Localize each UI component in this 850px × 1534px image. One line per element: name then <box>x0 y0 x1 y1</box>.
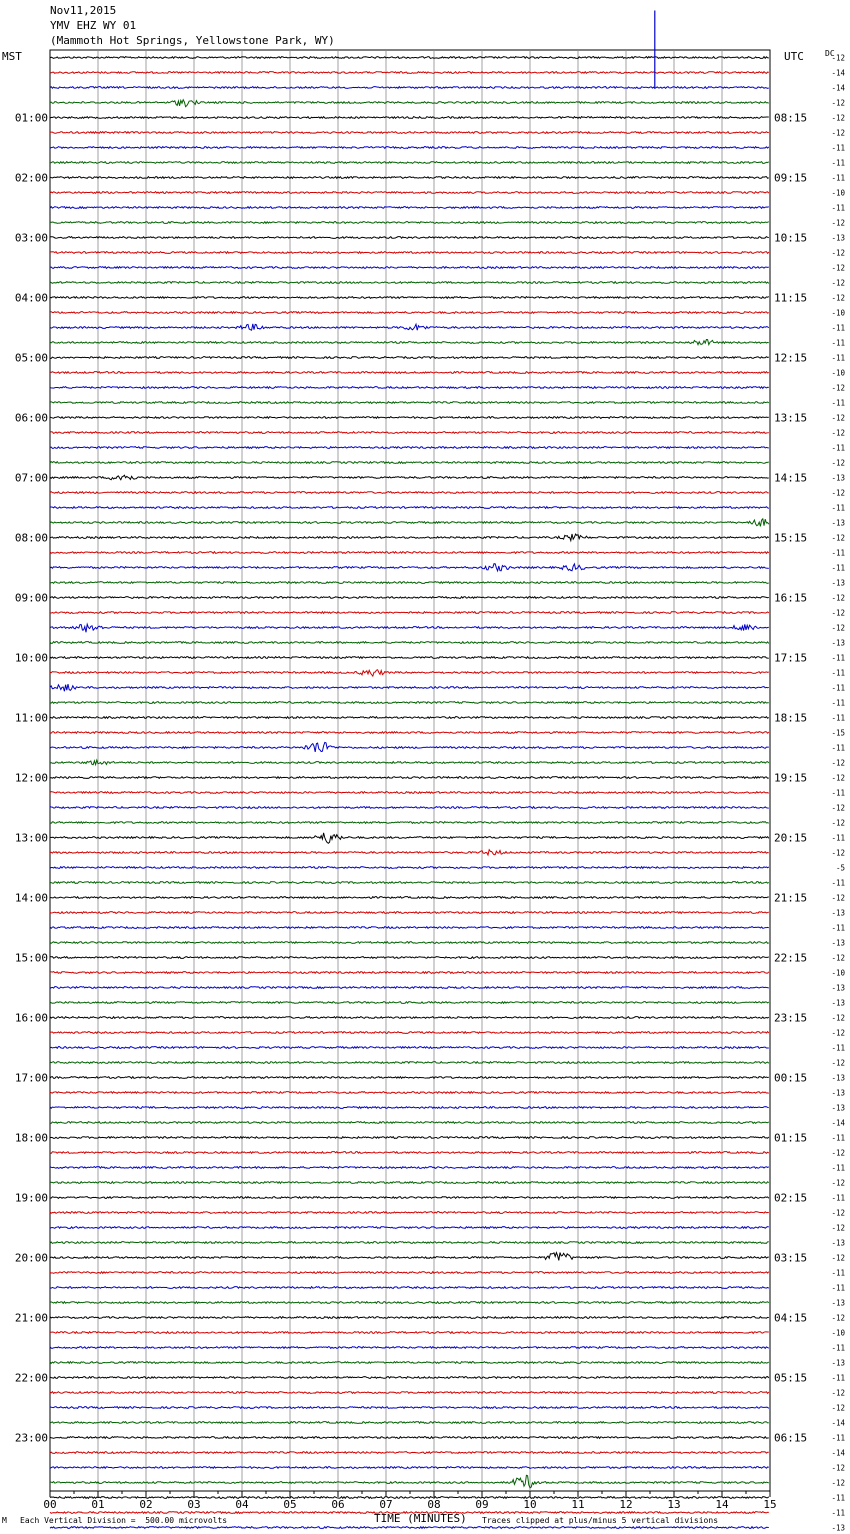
trace-row-55 <box>50 882 769 884</box>
trace-row-27 <box>50 462 769 464</box>
dc-offset-label: -13 <box>831 1523 845 1533</box>
dc-offset-label: -12 <box>831 383 845 393</box>
dc-offset-label: -12 <box>831 428 845 438</box>
dc-offset-label: -13 <box>831 1358 845 1368</box>
trace-row-58 <box>50 927 769 929</box>
dc-offset-label: -12 <box>831 803 845 813</box>
dc-offset-label: -12 <box>831 248 845 258</box>
dc-offset-label: -13 <box>831 983 845 993</box>
trace-row-93 <box>50 1452 769 1454</box>
dc-offset-label: -12 <box>831 113 845 123</box>
trace-row-22 <box>50 387 769 389</box>
dc-offset-label: -12 <box>831 1178 845 1188</box>
mst-hour-label: 20:00 <box>14 1251 48 1265</box>
dc-offset-label: -14 <box>831 1118 845 1128</box>
trace-row-16 <box>50 297 769 299</box>
dc-offset-label: -12 <box>831 1313 845 1323</box>
dc-offset-label: -11 <box>831 653 845 663</box>
mst-hour-label: 11:00 <box>14 711 48 725</box>
utc-hour-label: 03:15 <box>774 1251 808 1265</box>
dc-offset-label: -13 <box>831 473 845 483</box>
utc-hour-label: 10:15 <box>774 231 808 245</box>
dc-offset-label: -11 <box>831 923 845 933</box>
dc-offset-label: -11 <box>831 398 845 408</box>
dc-offset-label: -14 <box>831 1418 845 1428</box>
dc-offset-label: -11 <box>831 1268 845 1278</box>
mst-hour-label: 17:00 <box>14 1071 48 1085</box>
dc-offset-label: -11 <box>831 743 845 753</box>
trace-row-0 <box>50 57 769 59</box>
trace-row-71 <box>50 1122 769 1124</box>
utc-hour-label: 06:15 <box>774 1431 808 1445</box>
dc-offset-label: -13 <box>831 1298 845 1308</box>
trace-row-8 <box>50 177 769 179</box>
x-tick-label: 06 <box>331 1498 345 1511</box>
utc-hour-label: 04:15 <box>774 1311 808 1325</box>
mst-hour-label: 22:00 <box>14 1371 48 1385</box>
mst-hour-label: 23:00 <box>14 1431 48 1445</box>
utc-hour-label: 20:15 <box>774 831 808 845</box>
plot-date: Nov11,2015 <box>50 4 117 17</box>
dc-offset-label: -13 <box>831 938 845 948</box>
trace-row-69 <box>50 1092 769 1094</box>
trace-row-39 <box>50 642 769 644</box>
trace-row-90 <box>50 1407 769 1409</box>
trace-row-42 <box>50 684 769 691</box>
trace-row-60 <box>50 957 769 959</box>
dc-offset-label: -12 <box>831 953 845 963</box>
trace-row-47 <box>50 760 769 765</box>
trace-row-89 <box>50 1392 769 1394</box>
dc-offset-label: -12 <box>831 758 845 768</box>
dc-offset-label: -11 <box>831 323 845 333</box>
x-tick-label: 14 <box>715 1498 729 1511</box>
trace-row-70 <box>50 1107 769 1109</box>
dc-offset-label: -11 <box>831 1373 845 1383</box>
trace-row-74 <box>50 1167 769 1169</box>
trace-row-9 <box>50 192 769 194</box>
dc-offset-label: -11 <box>831 698 845 708</box>
x-tick-label: 13 <box>667 1498 681 1511</box>
trace-row-78 <box>50 1227 769 1229</box>
mst-hour-label: 15:00 <box>14 951 48 965</box>
dc-offset-label: -11 <box>831 353 845 363</box>
dc-offset-label: -12 <box>831 848 845 858</box>
trace-row-51 <box>50 822 769 824</box>
trace-row-53 <box>50 850 769 855</box>
corner-mark: M <box>2 1516 7 1525</box>
trace-row-30 <box>50 507 769 509</box>
dc-offset-label: -11 <box>831 1133 845 1143</box>
trace-row-72 <box>50 1137 769 1139</box>
dc-offset-label: -11 <box>831 1493 845 1503</box>
trace-row-81 <box>50 1272 769 1274</box>
trace-row-67 <box>50 1062 769 1064</box>
trace-row-46 <box>50 742 769 752</box>
utc-hour-label: 01:15 <box>774 1131 808 1145</box>
dc-offset-label: -11 <box>831 683 845 693</box>
trace-row-31 <box>50 519 769 527</box>
utc-hour-label: 05:15 <box>774 1371 808 1385</box>
utc-hour-label: 15:15 <box>774 531 808 545</box>
trace-row-1 <box>50 72 769 74</box>
trace-row-3 <box>50 100 769 107</box>
trace-row-13 <box>50 252 769 254</box>
dc-offset-label: -11 <box>831 1283 845 1293</box>
mst-hour-label: 04:00 <box>14 291 48 305</box>
dc-offset-label: -12 <box>831 623 845 633</box>
trace-row-20 <box>50 357 769 359</box>
mst-hour-label: 09:00 <box>14 591 48 605</box>
dc-offset-label: -13 <box>831 638 845 648</box>
dc-offset-label: -11 <box>831 788 845 798</box>
utc-hour-label: 02:15 <box>774 1191 808 1205</box>
x-tick-label: 01 <box>91 1498 105 1511</box>
dc-offset-label: -11 <box>831 878 845 888</box>
trace-row-32 <box>50 534 769 541</box>
dc-offset-label: -12 <box>831 1223 845 1233</box>
trace-row-64 <box>50 1017 769 1019</box>
dc-offset-label: -12 <box>831 98 845 108</box>
x-tick-label: 00 <box>43 1498 57 1511</box>
trace-row-25 <box>50 432 769 434</box>
trace-row-79 <box>50 1242 769 1244</box>
x-tick-label: 08 <box>427 1498 441 1511</box>
dc-offset-label: -14 <box>831 83 845 93</box>
dc-offset-label: -12 <box>831 773 845 783</box>
trace-row-7 <box>50 162 769 164</box>
dc-offset-label: -12 <box>831 263 845 273</box>
dc-offset-label: -11 <box>831 1343 845 1353</box>
trace-row-19 <box>50 340 769 345</box>
trace-row-15 <box>50 282 769 284</box>
trace-row-18 <box>50 324 769 330</box>
clip-note: Traces clipped at plus/minus 5 vertical divisions <box>482 1516 719 1525</box>
dc-offset-label: -10 <box>831 1328 845 1338</box>
dc-offset-label: -10 <box>831 308 845 318</box>
dc-offset-label: -12 <box>831 488 845 498</box>
trace-row-48 <box>50 777 769 779</box>
dc-offset-label: -12 <box>831 1028 845 1038</box>
trace-row-73 <box>50 1152 769 1154</box>
dc-offset-label: -12 <box>831 1463 845 1473</box>
mst-hour-label: 18:00 <box>14 1131 48 1145</box>
dc-offset-label: -11 <box>831 173 845 183</box>
dc-offset-label: -11 <box>831 1163 845 1173</box>
dc-offset-label: -13 <box>831 1103 845 1113</box>
mst-hour-label: 03:00 <box>14 231 48 245</box>
x-tick-label: 04 <box>235 1498 249 1511</box>
x-tick-label: 09 <box>475 1498 489 1511</box>
utc-hour-label: 09:15 <box>774 171 808 185</box>
utc-hour-label: 14:15 <box>774 471 808 485</box>
x-axis-title: TIME (MINUTES) <box>374 1512 467 1525</box>
trace-row-29 <box>50 492 769 494</box>
trace-row-91 <box>50 1422 769 1424</box>
dc-offset-label: -12 <box>831 533 845 543</box>
mst-hour-label: 21:00 <box>14 1311 48 1325</box>
trace-row-83 <box>50 1302 769 1304</box>
dc-offset-label: -11 <box>831 1433 845 1443</box>
utc-hour-label: 18:15 <box>774 711 808 725</box>
trace-row-49 <box>50 792 769 794</box>
mst-hour-label: 05:00 <box>14 351 48 365</box>
x-tick-label: 15 <box>763 1498 777 1511</box>
dc-offset-label: -11 <box>831 548 845 558</box>
dc-offset-label: -11 <box>831 563 845 573</box>
x-tick-label: 07 <box>379 1498 393 1511</box>
trace-row-10 <box>50 207 769 209</box>
dc-offset-label: -15 <box>831 728 845 738</box>
trace-row-98 <box>50 1527 769 1529</box>
trace-row-56 <box>50 897 769 899</box>
trace-row-52 <box>50 833 769 843</box>
dc-offset-label: -13 <box>831 233 845 243</box>
dc-offset-label: -12 <box>831 1253 845 1263</box>
x-tick-label: 12 <box>619 1498 633 1511</box>
trace-row-62 <box>50 987 769 989</box>
trace-row-28 <box>50 475 769 480</box>
dc-offset-label: -14 <box>831 1448 845 1458</box>
trace-row-45 <box>50 732 769 734</box>
dc-offset-label: -11 <box>831 443 845 453</box>
mst-hour-label: 01:00 <box>14 111 48 125</box>
dc-offset-label: -12 <box>831 1403 845 1413</box>
utc-hour-label: 11:15 <box>774 291 808 305</box>
trace-row-92 <box>50 1437 769 1439</box>
utc-hour-label: 19:15 <box>774 771 808 785</box>
trace-row-75 <box>50 1182 769 1184</box>
dc-offset-label: -13 <box>831 518 845 528</box>
trace-row-11 <box>50 222 769 224</box>
dc-offset-label: -12 <box>831 1388 845 1398</box>
left-timezone-label: MST <box>2 50 22 63</box>
mst-hour-label: 10:00 <box>14 651 48 665</box>
utc-hour-label: 22:15 <box>774 951 808 965</box>
trace-row-5 <box>50 132 769 134</box>
utc-hour-label: 21:15 <box>774 891 808 905</box>
mst-hour-label: 19:00 <box>14 1191 48 1205</box>
trace-row-43 <box>50 702 769 704</box>
dc-offset-label: -12 <box>831 413 845 423</box>
dc-offset-header: DC <box>825 49 835 58</box>
trace-row-54 <box>50 867 769 869</box>
trace-row-17 <box>50 312 769 314</box>
mst-hour-label: 08:00 <box>14 531 48 545</box>
trace-row-94 <box>50 1467 769 1469</box>
dc-offset-label: -11 <box>831 503 845 513</box>
trace-row-44 <box>50 717 769 719</box>
trace-row-21 <box>50 372 769 374</box>
trace-row-88 <box>50 1377 769 1379</box>
trace-row-2 <box>50 87 769 89</box>
dc-offset-label: -12 <box>831 593 845 603</box>
dc-offset-label: -13 <box>831 998 845 1008</box>
trace-row-68 <box>50 1077 769 1079</box>
trace-row-38 <box>50 624 769 632</box>
dc-offset-label: -11 <box>831 668 845 678</box>
dc-offset-label: -12 <box>831 893 845 903</box>
trace-row-82 <box>50 1287 769 1289</box>
scale-note: Each Vertical Division = 500.00 microvolts <box>20 1516 228 1525</box>
trace-row-85 <box>50 1332 769 1334</box>
dc-offset-label: -12 <box>831 278 845 288</box>
utc-hour-label: 23:15 <box>774 1011 808 1025</box>
dc-offset-label: -11 <box>831 833 845 843</box>
dc-offset-label: -11 <box>831 338 845 348</box>
trace-row-35 <box>50 582 769 584</box>
dc-offset-label: -12 <box>831 458 845 468</box>
trace-row-65 <box>50 1032 769 1034</box>
dc-offset-label: -12 <box>831 1208 845 1218</box>
x-tick-label: 03 <box>187 1498 201 1511</box>
trace-row-12 <box>50 237 769 239</box>
utc-hour-label: 13:15 <box>774 411 808 425</box>
utc-hour-label: 17:15 <box>774 651 808 665</box>
dc-offset-label: -10 <box>831 368 845 378</box>
utc-hour-label: 08:15 <box>774 111 808 125</box>
trace-row-34 <box>50 564 769 571</box>
dc-offset-label: -11 <box>831 143 845 153</box>
trace-row-66 <box>50 1047 769 1049</box>
dc-offset-label: -13 <box>831 578 845 588</box>
mst-hour-label: 07:00 <box>14 471 48 485</box>
mst-hour-label: 13:00 <box>14 831 48 845</box>
mst-hour-label: 02:00 <box>14 171 48 185</box>
trace-row-26 <box>50 447 769 449</box>
trace-row-63 <box>50 1002 769 1004</box>
mst-hour-label: 12:00 <box>14 771 48 785</box>
x-tick-label: 11 <box>571 1498 585 1511</box>
x-tick-label: 02 <box>139 1498 153 1511</box>
trace-row-23 <box>50 402 769 404</box>
trace-row-50 <box>50 807 769 809</box>
trace-row-4 <box>50 117 769 119</box>
dc-offset-label: -11 <box>831 1508 845 1518</box>
utc-hour-label: 16:15 <box>774 591 808 605</box>
dc-offset-label: -12 <box>831 1478 845 1488</box>
dc-offset-label: -13 <box>831 1088 845 1098</box>
trace-row-41 <box>50 670 769 676</box>
utc-hour-label: 00:15 <box>774 1071 808 1085</box>
trace-row-76 <box>50 1197 769 1199</box>
dc-offset-label: -14 <box>831 68 845 78</box>
trace-row-95 <box>50 1475 769 1488</box>
dc-offset-label: -11 <box>831 203 845 213</box>
dc-offset-label: -13 <box>831 908 845 918</box>
trace-row-40 <box>50 657 769 659</box>
dc-offset-label: -12 <box>831 128 845 138</box>
mst-hour-label: 06:00 <box>14 411 48 425</box>
trace-row-84 <box>50 1317 769 1319</box>
dc-offset-label: -12 <box>831 608 845 618</box>
trace-row-87 <box>50 1362 769 1364</box>
plot-frame <box>50 50 770 1491</box>
dc-offset-label: -11 <box>831 1193 845 1203</box>
mst-hour-label: 14:00 <box>14 891 48 905</box>
trace-row-77 <box>50 1212 769 1214</box>
station-code: YMV EHZ WY 01 <box>50 19 137 32</box>
trace-row-6 <box>50 147 769 149</box>
dc-offset-label: -12 <box>831 293 845 303</box>
trace-row-80 <box>50 1253 769 1261</box>
right-timezone-label: UTC <box>784 50 804 63</box>
trace-row-86 <box>50 1347 769 1349</box>
trace-row-57 <box>50 912 769 914</box>
dc-offset-label: -10 <box>831 968 845 978</box>
trace-row-61 <box>50 972 769 974</box>
station-location: (Mammoth Hot Springs, Yellowstone Park, WY) <box>50 34 335 47</box>
dc-offset-label: -13 <box>831 1238 845 1248</box>
dc-offset-label: -12 <box>831 1148 845 1158</box>
dc-offset-label: -12 <box>831 218 845 228</box>
dc-offset-label: -5 <box>835 863 845 873</box>
trace-row-24 <box>50 417 769 419</box>
mst-hour-label: 16:00 <box>14 1011 48 1025</box>
dc-offset-label: -10 <box>831 188 845 198</box>
x-tick-label: 10 <box>523 1498 537 1511</box>
trace-row-37 <box>50 612 769 614</box>
trace-row-59 <box>50 942 769 944</box>
dc-offset-label: -12 <box>831 53 845 63</box>
dc-offset-label: -12 <box>831 1013 845 1023</box>
dc-offset-label: -12 <box>831 1058 845 1068</box>
dc-offset-label: -11 <box>831 713 845 723</box>
trace-row-36 <box>50 597 769 599</box>
trace-row-96 <box>50 1497 769 1499</box>
trace-row-14 <box>50 267 769 269</box>
dc-offset-label: -12 <box>831 818 845 828</box>
trace-row-33 <box>50 552 769 554</box>
dc-offset-label: -11 <box>831 158 845 168</box>
dc-offset-label: -13 <box>831 1073 845 1083</box>
utc-hour-label: 12:15 <box>774 351 808 365</box>
x-tick-label: 05 <box>283 1498 297 1511</box>
dc-offset-label: -11 <box>831 1043 845 1053</box>
